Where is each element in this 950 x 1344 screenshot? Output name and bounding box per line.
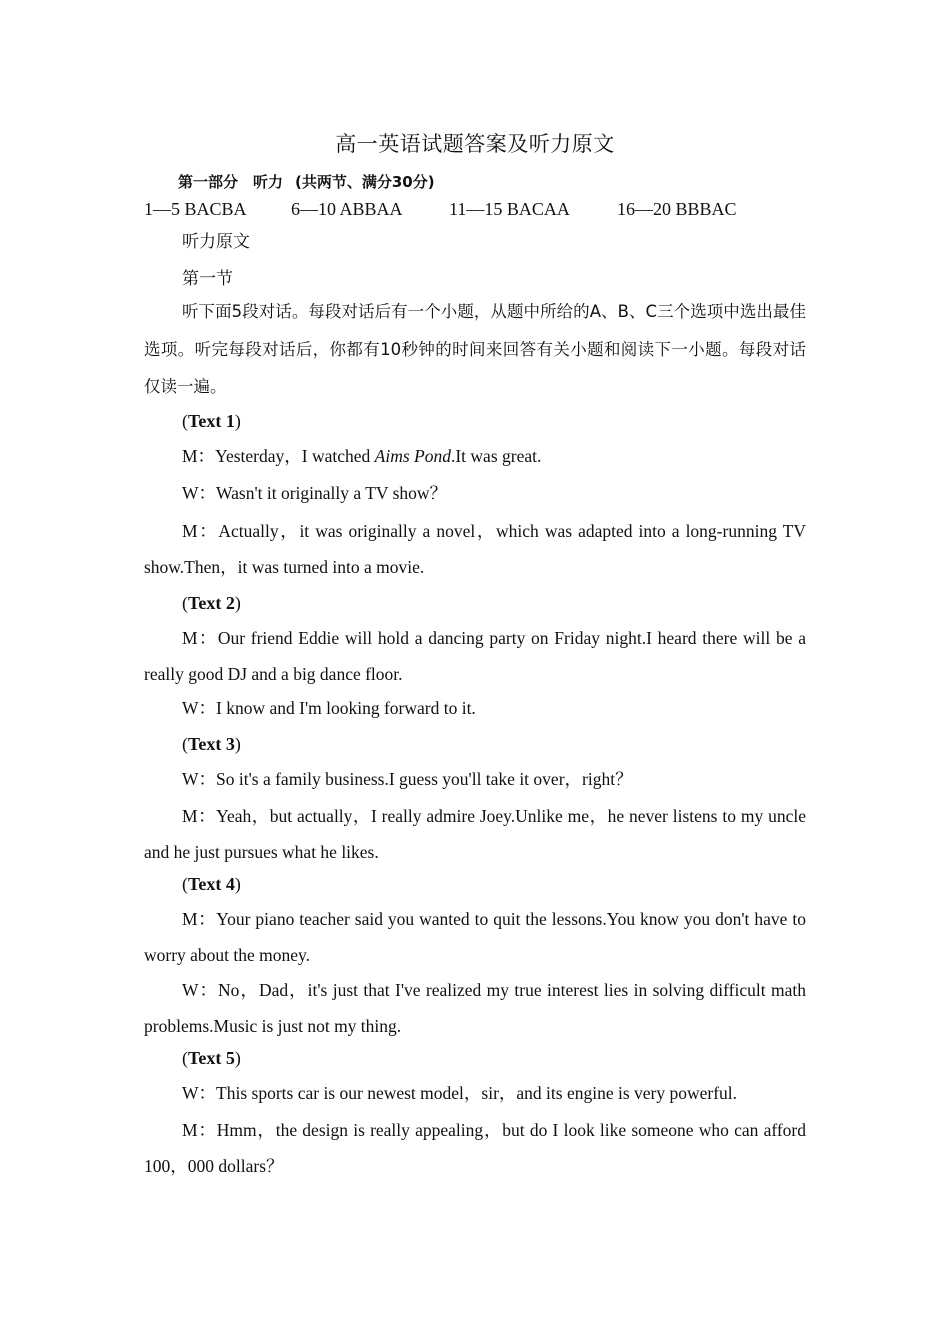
dialogue-line: W：This sports car is our newest model，sir，and its engine is very powerful. — [182, 1083, 738, 1103]
dialogue-line: M：Yeah，but actually，I really admire Joey.Unlike me，he never listens to my uncle and he just pursues what he likes. — [144, 806, 806, 862]
text-label: (Text 3) — [182, 734, 241, 754]
instructions-paragraph: 听下面5段对话。每段对话后有一个小题，从题中所给的A、B、C三个选项中选出最佳选项。听完每段对话后，你都有10秒钟的时间来回答有关小题和阅读下一小题。每段对话仅读一遍。 — [144, 302, 806, 396]
answer-group: 16—20 BBBAC — [617, 199, 737, 219]
text-label: (Text 1) — [182, 411, 241, 431]
answer-group: 1—5 BACBA — [144, 199, 247, 219]
dialogue-line: M：Hmm，the design is really appealing，but do I look like someone who can afford 100，000 dollars？ — [144, 1120, 806, 1176]
text-label: (Text 2) — [182, 593, 241, 613]
dialogue-line: W：So it's a family business.I guess you'll take it over，right？ — [182, 769, 633, 789]
text-label: (Text 5) — [182, 1048, 241, 1068]
text-label: (Text 4) — [182, 874, 241, 894]
dialogue-line: M：Actually，it was originally a novel，which was adapted into a long-running TV show.Then，it was turned into a movie. — [144, 521, 806, 577]
answer-group: 11—15 BACAA — [449, 199, 570, 219]
dialogue-line: M：Our friend Eddie will hold a dancing party on Friday night.I heard there will be a really good DJ and a big dance floor. — [144, 628, 806, 684]
section-points: (共两节、满分30分) — [295, 173, 435, 191]
answer-group: 6—10 ABBAA — [291, 199, 403, 219]
dialogue-line: W：No，Dad，it's just that I've realized my true interest lies in solving difficult math problems.Music is just not my thing. — [144, 980, 806, 1036]
dialogue-line: W：I know and I'm looking forward to it. — [182, 698, 476, 718]
subsection-heading: 第一节 — [182, 269, 233, 289]
transcript-heading: 听力原文 — [182, 232, 250, 252]
dialogue-line: W：Wasn't it originally a TV show？ — [182, 483, 448, 503]
section-heading — [178, 171, 435, 192]
section-part: 第一部分 听力 — [178, 173, 284, 191]
dialogue-line: M：Yesterday，I watched Aims Pond.It was great. — [182, 446, 542, 466]
answer-key — [144, 199, 737, 220]
dialogue-line: M：Your piano teacher said you wanted to quit the lessons.You know you don't have to worry about the money. — [144, 909, 806, 965]
page-title: 高一英语试题答案及听力原文 — [335, 132, 615, 156]
